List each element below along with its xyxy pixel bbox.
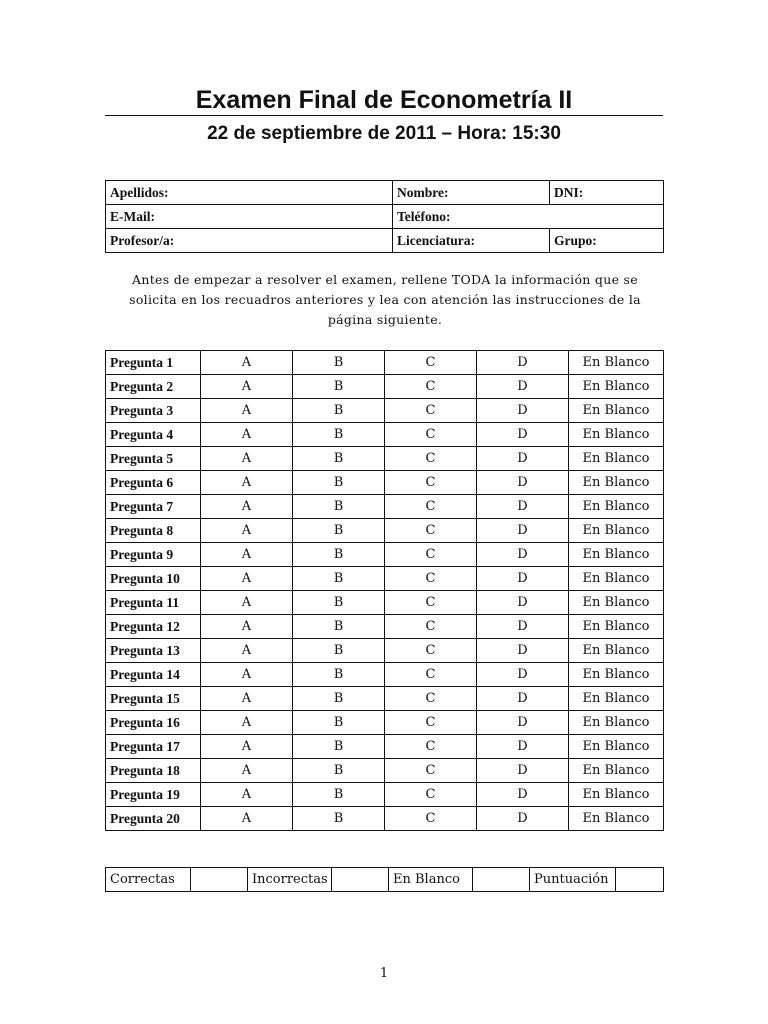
answer-option-c[interactable]: C [385,423,477,447]
answer-option-c[interactable]: C [385,615,477,639]
answer-option-b[interactable]: B [293,663,385,687]
answer-option-b[interactable]: B [293,759,385,783]
answer-option-a[interactable]: A [201,687,293,711]
answer-option-en-blanco[interactable]: En Blanco [569,735,664,759]
answer-option-c[interactable]: C [385,663,477,687]
question-row [106,447,664,471]
answer-option-d[interactable]: D [477,375,569,399]
answer-option-en-blanco[interactable]: En Blanco [569,807,664,831]
answer-option-d[interactable]: D [477,447,569,471]
answer-option-a[interactable]: A [201,399,293,423]
answer-option-c[interactable]: C [385,783,477,807]
question-row [106,399,664,423]
title-rule [105,115,663,116]
answer-option-a[interactable]: A [201,639,293,663]
question-row [106,591,664,615]
answer-option-en-blanco[interactable]: En Blanco [569,375,664,399]
question-row [106,807,664,831]
answer-option-en-blanco[interactable]: En Blanco [569,663,664,687]
question-row [106,783,664,807]
answer-option-b[interactable]: B [293,639,385,663]
answer-option-a[interactable]: A [201,615,293,639]
answer-option-en-blanco[interactable]: En Blanco [569,615,664,639]
email-field[interactable]: E-Mail: [106,205,393,229]
answer-option-d[interactable]: D [477,663,569,687]
en-blanco-label: En Blanco [389,868,473,892]
question-label: Pregunta 6 [106,471,201,495]
question-label: Pregunta 7 [106,495,201,519]
answer-option-a[interactable]: A [201,711,293,735]
answer-option-en-blanco[interactable]: En Blanco [569,783,664,807]
question-row [106,351,664,375]
dni-field[interactable]: DNI: [550,181,664,205]
question-label: Pregunta 18 [106,759,201,783]
answer-option-b[interactable]: B [293,711,385,735]
question-row [106,711,664,735]
incorrectas-box[interactable] [332,868,389,892]
answer-option-d[interactable]: D [477,471,569,495]
answer-option-c[interactable]: C [385,639,477,663]
answer-option-en-blanco[interactable]: En Blanco [569,519,664,543]
answer-option-en-blanco[interactable]: En Blanco [569,447,664,471]
answer-option-b[interactable]: B [293,447,385,471]
answer-option-en-blanco[interactable]: En Blanco [569,495,664,519]
correctas-label: Correctas [106,868,191,892]
answer-option-c[interactable]: C [385,375,477,399]
answer-option-d[interactable]: D [477,639,569,663]
answer-option-c[interactable]: C [385,735,477,759]
answer-option-b[interactable]: B [293,471,385,495]
question-row [106,663,664,687]
en-blanco-box[interactable] [473,868,530,892]
answer-option-d[interactable]: D [477,543,569,567]
answer-option-b[interactable]: B [293,351,385,375]
answer-option-a[interactable]: A [201,759,293,783]
answer-option-en-blanco[interactable]: En Blanco [569,471,664,495]
answer-option-b[interactable]: B [293,735,385,759]
answer-option-c[interactable]: C [385,399,477,423]
answer-option-b[interactable]: B [293,375,385,399]
telefono-field[interactable]: Teléfono: [393,205,664,229]
answer-option-b[interactable]: B [293,615,385,639]
answer-option-a[interactable]: A [201,423,293,447]
answer-option-a[interactable]: A [201,735,293,759]
profesor-field[interactable]: Profesor/a: [106,229,393,253]
answer-option-a[interactable]: A [201,495,293,519]
answer-option-a[interactable]: A [201,471,293,495]
answer-option-en-blanco[interactable]: En Blanco [569,687,664,711]
question-label: Pregunta 17 [106,735,201,759]
question-label: Pregunta 19 [106,783,201,807]
question-row [106,495,664,519]
puntuacion-label: Puntuación [530,868,616,892]
question-row [106,567,664,591]
answer-option-d[interactable]: D [477,351,569,375]
answer-option-d[interactable]: D [477,423,569,447]
answer-option-c[interactable]: C [385,471,477,495]
answer-option-b[interactable]: B [293,807,385,831]
answer-option-c[interactable]: C [385,543,477,567]
question-label: Pregunta 9 [106,543,201,567]
question-row [106,543,664,567]
answer-option-a[interactable]: A [201,543,293,567]
answer-option-b[interactable]: B [293,495,385,519]
answer-option-en-blanco[interactable]: En Blanco [569,423,664,447]
answer-sheet-table [105,350,664,831]
answer-option-c[interactable]: C [385,447,477,471]
answer-option-d[interactable]: D [477,735,569,759]
answer-option-en-blanco[interactable]: En Blanco [569,351,664,375]
answer-option-c[interactable]: C [385,687,477,711]
apellidos-field[interactable]: Apellidos: [106,181,393,205]
answer-option-d[interactable]: D [477,759,569,783]
answer-option-c[interactable]: C [385,807,477,831]
student-info-table [105,180,664,253]
puntuacion-box[interactable] [616,868,664,892]
score-summary-table [105,867,664,892]
answer-option-c[interactable]: C [385,591,477,615]
question-label: Pregunta 2 [106,375,201,399]
page-number: 1 [379,966,389,981]
question-row [106,735,664,759]
exam-title: Examen Final de Econometría II [195,86,573,114]
answer-option-a[interactable]: A [201,519,293,543]
answer-option-d[interactable]: D [477,591,569,615]
answer-option-en-blanco[interactable]: En Blanco [569,711,664,735]
answer-option-en-blanco[interactable]: En Blanco [569,591,664,615]
question-label: Pregunta 14 [106,663,201,687]
grupo-field[interactable]: Grupo: [550,229,664,253]
question-row [106,639,664,663]
answer-option-c[interactable]: C [385,567,477,591]
answer-option-a[interactable]: A [201,591,293,615]
answer-option-d[interactable]: D [477,495,569,519]
answer-option-en-blanco[interactable]: En Blanco [569,543,664,567]
question-label: Pregunta 4 [106,423,201,447]
answer-option-d[interactable]: D [477,687,569,711]
question-row [106,687,664,711]
answer-option-d[interactable]: D [477,615,569,639]
question-label: Pregunta 12 [106,615,201,639]
question-row [106,759,664,783]
question-label: Pregunta 11 [106,591,201,615]
question-label: Pregunta 16 [106,711,201,735]
answer-option-b[interactable]: B [293,423,385,447]
answer-option-en-blanco[interactable]: En Blanco [569,759,664,783]
answer-option-en-blanco[interactable]: En Blanco [569,399,664,423]
question-row [106,615,664,639]
answer-option-a[interactable]: A [201,567,293,591]
question-row [106,423,664,447]
answer-option-d[interactable]: D [477,567,569,591]
incorrectas-label: Incorrectas [248,868,332,892]
question-row [106,375,664,399]
question-label: Pregunta 8 [106,519,201,543]
answer-option-c[interactable]: C [385,495,477,519]
nombre-field[interactable]: Nombre: [393,181,550,205]
instructions-text: Antes de empezar a resolver el examen, rellene TODA la información que se solicita en los recuadros anteriores y lea con atención las instrucciones de la página siguiente. [129,272,641,327]
question-label: Pregunta 13 [106,639,201,663]
answer-option-d[interactable]: D [477,519,569,543]
answer-option-c[interactable]: C [385,711,477,735]
answer-option-a[interactable]: A [201,375,293,399]
question-label: Pregunta 3 [106,399,201,423]
answer-option-a[interactable]: A [201,807,293,831]
answer-option-b[interactable]: B [293,687,385,711]
answer-option-b[interactable]: B [293,591,385,615]
answer-option-b[interactable]: B [293,567,385,591]
answer-option-a[interactable]: A [201,783,293,807]
question-label: Pregunta 10 [106,567,201,591]
answer-option-a[interactable]: A [201,447,293,471]
question-label: Pregunta 20 [106,807,201,831]
question-label: Pregunta 1 [106,351,201,375]
question-label: Pregunta 15 [106,687,201,711]
licenciatura-field[interactable]: Licenciatura: [393,229,550,253]
question-row [106,519,664,543]
answer-sheet-body [106,351,664,831]
question-label: Pregunta 5 [106,447,201,471]
answer-option-b[interactable]: B [293,783,385,807]
answer-option-b[interactable]: B [293,519,385,543]
exam-date: 22 de septiembre de 2011 – Hora: 15:30 [207,123,561,144]
question-row [106,471,664,495]
correctas-box[interactable] [191,868,248,892]
answer-option-d[interactable]: D [477,711,569,735]
answer-option-d[interactable]: D [477,783,569,807]
answer-option-c[interactable]: C [385,759,477,783]
answer-option-a[interactable]: A [201,351,293,375]
answer-option-d[interactable]: D [477,807,569,831]
answer-option-c[interactable]: C [385,519,477,543]
answer-option-a[interactable]: A [201,663,293,687]
answer-option-d[interactable]: D [477,399,569,423]
answer-option-b[interactable]: B [293,399,385,423]
answer-option-b[interactable]: B [293,543,385,567]
answer-option-en-blanco[interactable]: En Blanco [569,567,664,591]
answer-option-en-blanco[interactable]: En Blanco [569,639,664,663]
answer-option-c[interactable]: C [385,351,477,375]
